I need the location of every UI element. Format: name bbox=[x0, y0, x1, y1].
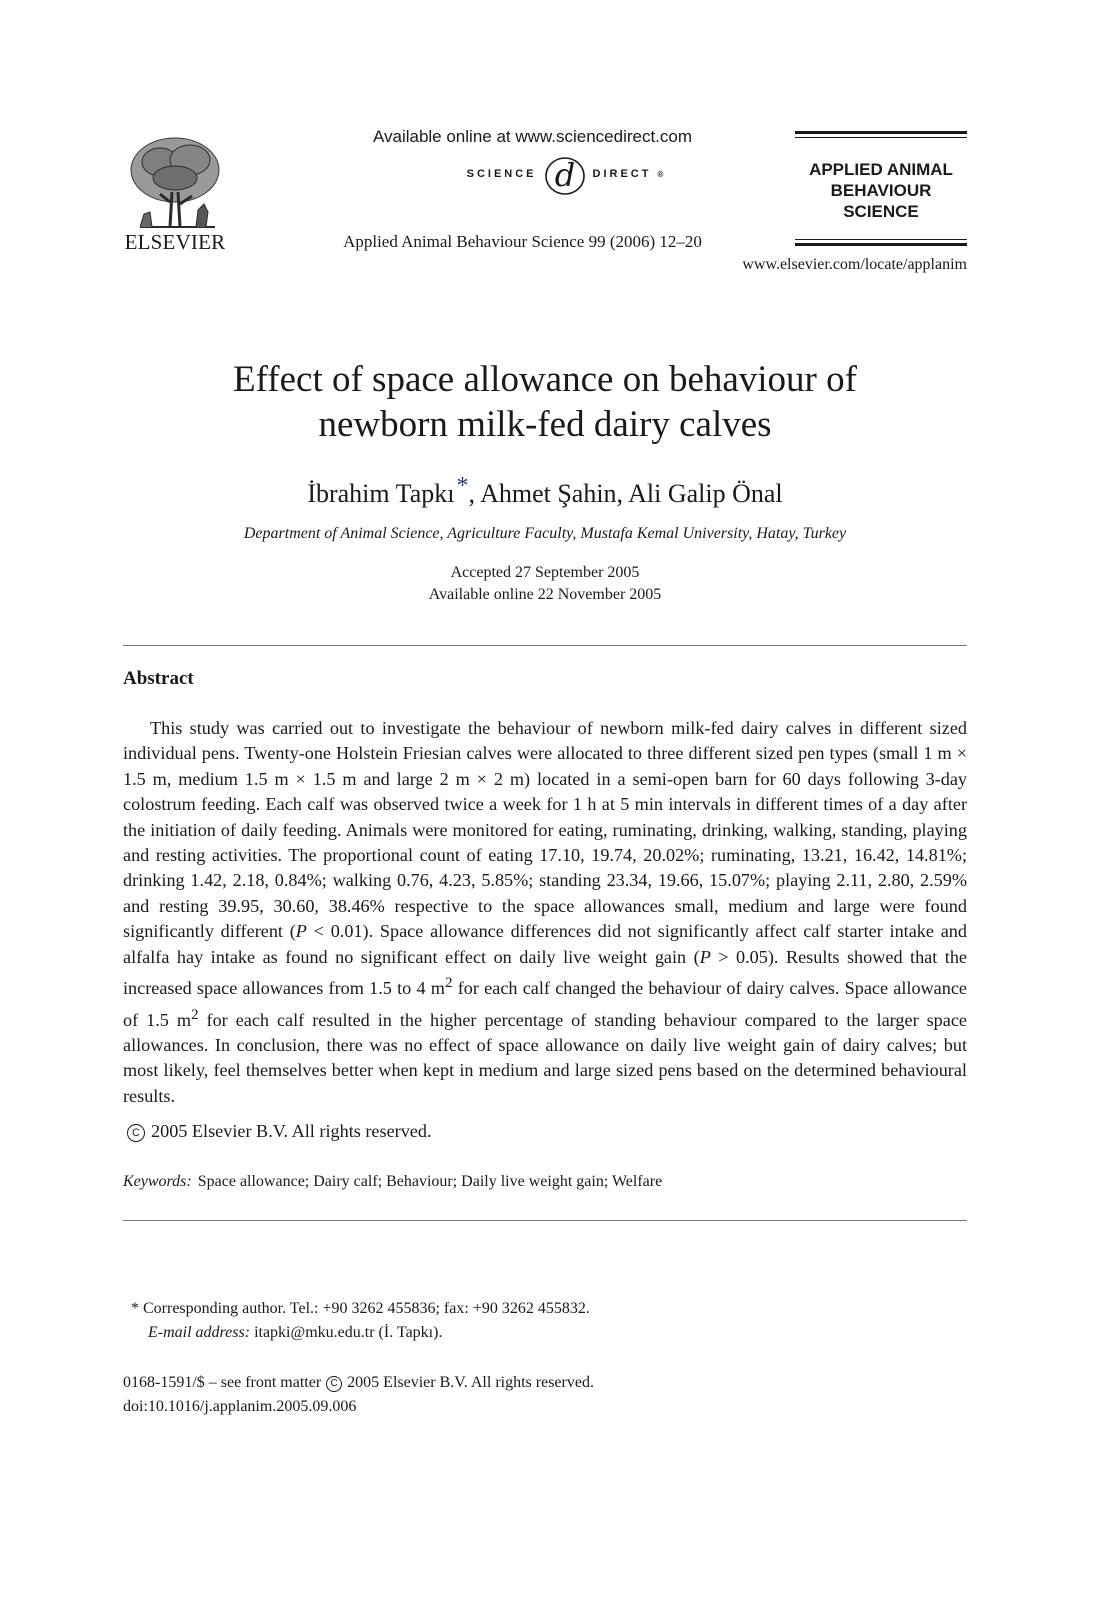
abstract-paragraph bbox=[123, 716, 967, 1109]
corresponding-author-footnote bbox=[131, 1297, 590, 1345]
journal-name-line: APPLIED ANIMAL bbox=[809, 160, 953, 179]
abstract-heading: Abstract bbox=[123, 668, 194, 689]
divider-bottom bbox=[123, 1220, 967, 1221]
abstract-text-2: < 0.01). Space allowance differences did not significantly affect calf starter intake and alfalfa hay intake as found no significant effect on daily live weight gain ( bbox=[123, 921, 967, 967]
corresponding-author-marker[interactable]: * bbox=[456, 473, 469, 499]
copyright-text: 2005 Elsevier B.V. All rights reserved. bbox=[151, 1121, 432, 1141]
superscript-2: 2 bbox=[190, 1005, 199, 1023]
keywords-label: Keywords: bbox=[123, 1173, 192, 1190]
front-matter-line bbox=[123, 1371, 594, 1395]
corresponding-contact: Corresponding author. Tel.: +90 3262 455836; fax: +90 3262 455832. bbox=[143, 1300, 590, 1317]
footnote-line bbox=[131, 1297, 590, 1321]
available-online-banner[interactable]: Available online at www.sciencedirect.com bbox=[372, 127, 693, 146]
superscript-2: 2 bbox=[444, 974, 453, 992]
abstract-copyright bbox=[123, 1121, 432, 1142]
abstract-text-1: This study was carried out to investigate the behaviour of newborn milk-fed dairy calves in different sized individual pens. Twenty-one Holstein Friesian calves were allocated to three different sized pen types (small 1 m × 1.5 m, medium 1.5 m × 1.5 m and large 2 m × 2 m) located in a semi-open barn for 60 days following 3-day colostrum feeding. Each calf was observed twice a week for 1 h at 5 min intervals in different times of a day after the initiation of daily feeding. Animals were monitored for eating, ruminating, drinking, walking, standing, playing and resting activities. The proportional count of eating 17.10, 19.74, 20.02%; ruminating, 13.21, 16.42, 14.81%; drinking 1.42, 2.18, 0.84%; walking 0.76, 4.23, 5.85%; standing 23.34, 19.66, 15.07%; playing 2.11, 2.80, 2.59% and resting 39.95, 30.60, 38.46% respective to the space allowances small, medium and large were found significantly different ( bbox=[123, 718, 967, 942]
journal-name-line: BEHAVIOUR bbox=[830, 181, 932, 200]
registered-mark: ® bbox=[657, 169, 664, 179]
abstract-text-4: for each calf changed the behaviour of dairy calves. Space allowance of 1.5 m bbox=[123, 978, 967, 1030]
sciencedirect-d-icon bbox=[543, 150, 587, 198]
journal-name-line: SCIENCE bbox=[843, 202, 919, 221]
keywords bbox=[123, 1173, 662, 1191]
journal-name bbox=[795, 159, 967, 222]
tree-icon bbox=[120, 132, 230, 232]
keywords-text: Space allowance; Dairy calf; Behaviour; Daily live weight gain; Welfare bbox=[197, 1173, 663, 1190]
sciencedirect-logo bbox=[400, 150, 730, 198]
copyright-icon: C bbox=[127, 1124, 145, 1142]
abstract-text-3: > 0.05). Results showed that the increased space allowances from 1.5 to 4 m bbox=[123, 946, 967, 999]
footnote-marker: * bbox=[131, 1300, 139, 1317]
front-matter-rights: 2005 Elsevier B.V. All rights reserved. bbox=[347, 1374, 594, 1391]
article-title bbox=[130, 357, 960, 447]
email-address[interactable]: itapki@mku.edu.tr (İ. Tapkı). bbox=[254, 1324, 443, 1341]
divider-top bbox=[123, 645, 967, 646]
email-label: E-mail address: bbox=[148, 1324, 251, 1341]
footnote-email-line bbox=[131, 1321, 590, 1345]
affiliation: Department of Animal Science, Agriculture Faculty, Mustafa Kemal University, Hatay, Turkey bbox=[243, 525, 847, 542]
issn-text: 0168-1591/$ – see front matter bbox=[123, 1374, 322, 1391]
title-line: Effect of space allowance on behaviour of bbox=[233, 359, 857, 400]
p-symbol: P bbox=[699, 946, 711, 967]
copyright-icon: C bbox=[326, 1376, 342, 1392]
publisher-name: ELSEVIER bbox=[124, 230, 226, 254]
article-dates bbox=[130, 562, 960, 606]
title-line: newborn milk-fed dairy calves bbox=[318, 404, 772, 445]
journal-top-rule-thick bbox=[795, 131, 967, 134]
sd-science-word: SCIENCE bbox=[466, 168, 537, 180]
p-symbol: P bbox=[295, 921, 307, 942]
author-first: İbrahim Tapkı bbox=[307, 479, 455, 508]
journal-url-link[interactable]: www.elsevier.com/locate/applanim bbox=[742, 256, 967, 273]
svg-text:d: d bbox=[554, 156, 575, 194]
journal-bottom-rule-thick bbox=[795, 243, 967, 246]
journal-bottom-rule-thin bbox=[795, 239, 967, 240]
journal-top-rule-thin bbox=[795, 137, 967, 138]
abstract-text-5: for each calf resulted in the higher percentage of standing behaviour compared to the larger space allowances. In conclusion, there was no effect of space allowance on daily live weight gain of dairy calves; but most likely, feel themselves better when kept in medium and large sized pens based on the determined behavioural results. bbox=[123, 1009, 967, 1106]
author-rest: , Ahmet Şahin, Ali Galip Önal bbox=[468, 479, 783, 508]
front-matter bbox=[123, 1371, 594, 1419]
accepted-date: Accepted 27 September 2005 bbox=[450, 564, 640, 581]
author-list bbox=[130, 473, 960, 509]
journal-reference: Applied Animal Behaviour Science 99 (2006) 12–20 bbox=[343, 232, 702, 251]
abstract-body bbox=[123, 716, 967, 1109]
available-online-date: Available online 22 November 2005 bbox=[428, 586, 662, 603]
doi[interactable]: doi:10.1016/j.applanim.2005.09.006 bbox=[123, 1398, 357, 1415]
sd-direct-word: DIRECT bbox=[592, 168, 652, 180]
